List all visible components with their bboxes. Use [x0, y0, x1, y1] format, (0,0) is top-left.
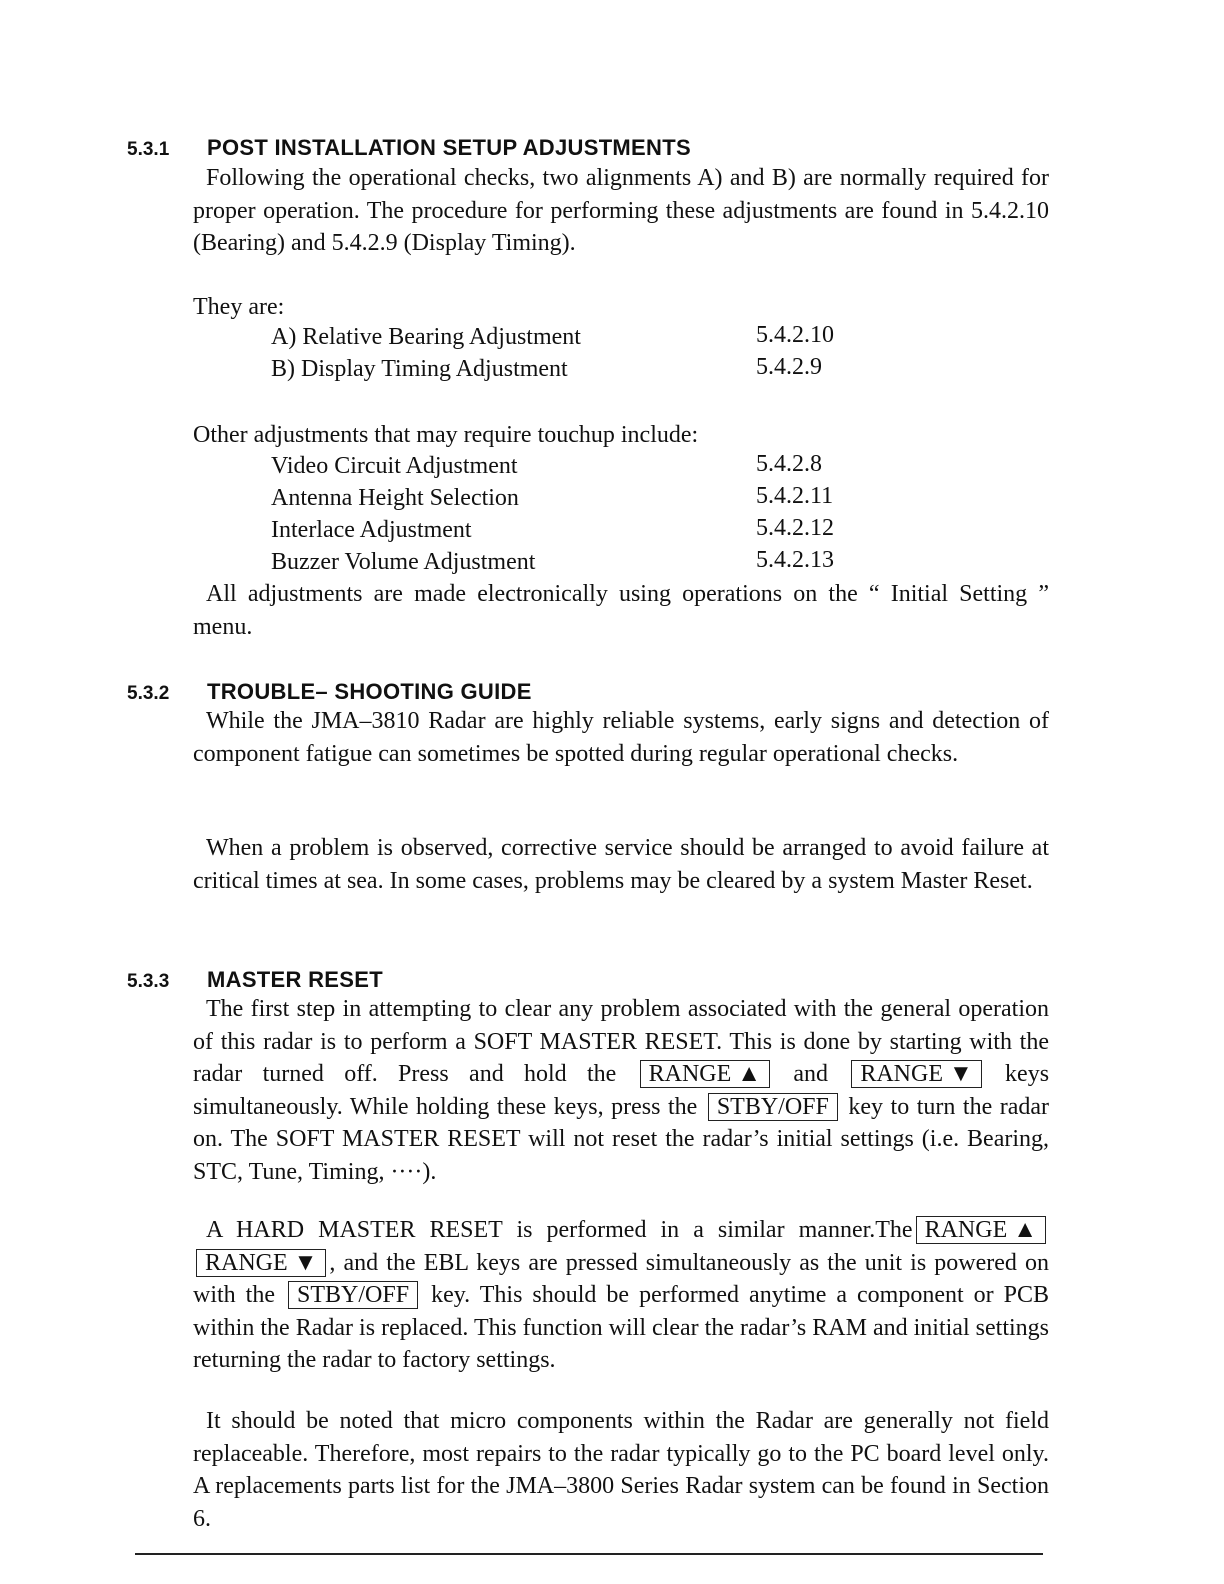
stby-off-key: STBY/OFF: [288, 1281, 418, 1309]
required-adjustment-ref: 5.4.2.10: [756, 322, 834, 348]
section-number-5-3-2: 5.3.2: [127, 683, 170, 704]
soft-reset-text: and: [793, 1061, 828, 1087]
range-up-key: RANGE ▲: [916, 1216, 1046, 1244]
section-title-trouble-shooting: TROUBLE– SHOOTING GUIDE: [207, 679, 532, 704]
section-title-master-reset: MASTER RESET: [207, 967, 383, 992]
section-number-5-3-3: 5.3.3: [127, 971, 170, 992]
stby-off-key: STBY/OFF: [708, 1093, 838, 1121]
required-adjustment-ref: 5.4.2.9: [756, 354, 822, 380]
range-down-key: RANGE ▼: [196, 1249, 326, 1277]
paragraph-hard-reset: [193, 1214, 1049, 1377]
footer-rule: [135, 1553, 1043, 1555]
section-number-5-3-1: 5.3.1: [127, 139, 170, 160]
other-adjustment-ref: 5.4.2.8: [756, 451, 822, 477]
other-adjustment-label: Video Circuit Adjustment: [271, 453, 518, 479]
paragraph-field-replaceable: [193, 1405, 1049, 1535]
trouble-text-2: When a problem is observed, corrective service should be arranged to avoid failure at critical times at sea. In some cases, problems may be cleared by a system Master Reset.: [193, 835, 1049, 894]
other-adjustments-heading: Other adjustments that may require touchup include:: [193, 422, 699, 448]
hard-reset-text: , and the EBL keys are pressed simultaneously as the unit is powered on with the: [193, 1249, 1049, 1308]
other-adjustment-label: Buzzer Volume Adjustment: [271, 549, 536, 575]
required-adjustment-label: B) Display Timing Adjustment: [271, 356, 568, 382]
paragraph-trouble-1: [193, 705, 1049, 770]
paragraph-adjustments-closing: [193, 578, 1049, 643]
adjustments-closing-text: All adjustments are made electronically using operations on the “ Initial Setting ” menu.: [193, 581, 1049, 640]
setup-intro-text: Following the operational checks, two alignments A) and B) are normally required for proper operation. The procedure for performing these adjustments are found in 5.4.2.10 (Bearing) and 5.4.2.9 (Display Timing).: [193, 165, 1049, 256]
other-adjustment-label: Antenna Height Selection: [271, 485, 519, 511]
paragraph-soft-reset: [193, 993, 1049, 1188]
they-are-label: They are:: [193, 294, 285, 320]
soft-reset-text: keys simultaneously. While holding these keys, press the: [193, 1061, 1050, 1120]
other-adjustment-ref: 5.4.2.11: [756, 483, 834, 509]
range-down-key: RANGE ▼: [851, 1060, 981, 1088]
trouble-text-1: While the JMA–3810 Radar are highly reliable systems, early signs and detection of component fatigue can sometimes be spotted during regular operational checks.: [193, 708, 1049, 767]
other-adjustment-ref: 5.4.2.12: [756, 515, 834, 541]
soft-reset-text: key to turn the radar on. The SOFT MASTER RESET will not reset the radar’s initial settings (i.e. Bearing, STC, Tune, Timing, ····).: [193, 1093, 1050, 1185]
field-replaceable-text: It should be noted that micro components within the Radar are generally not field replaceable. Therefore, most repairs to the radar typically go to the PC board level only. A replacements parts list for the JMA–3800 Series Radar system can be found in Section 6.: [193, 1408, 1049, 1532]
hard-reset-text: key. This should be performed anytime a component or PCB within the Radar is replaced. This function will clear the radar’s RAM and initial settings returning the radar to factory settings.: [193, 1282, 1050, 1373]
soft-reset-text: The first step in attempting to clear any problem associated with the general operation of this radar is to perform a SOFT MASTER RESET. This is done by starting with the radar turned off. Press and hold the: [193, 996, 1049, 1087]
section-title-post-installation: POST INSTALLATION SETUP ADJUSTMENTS: [207, 135, 691, 160]
paragraph-setup-intro: [193, 162, 1049, 260]
other-adjustment-ref: 5.4.2.13: [756, 547, 834, 573]
other-adjustment-label: Interlace Adjustment: [271, 517, 472, 543]
required-adjustment-label: A) Relative Bearing Adjustment: [271, 324, 581, 350]
hard-reset-text: A HARD MASTER RESET is performed in a similar manner.The: [206, 1217, 913, 1243]
range-up-key: RANGE ▲: [640, 1060, 770, 1088]
paragraph-trouble-2: [193, 832, 1049, 897]
